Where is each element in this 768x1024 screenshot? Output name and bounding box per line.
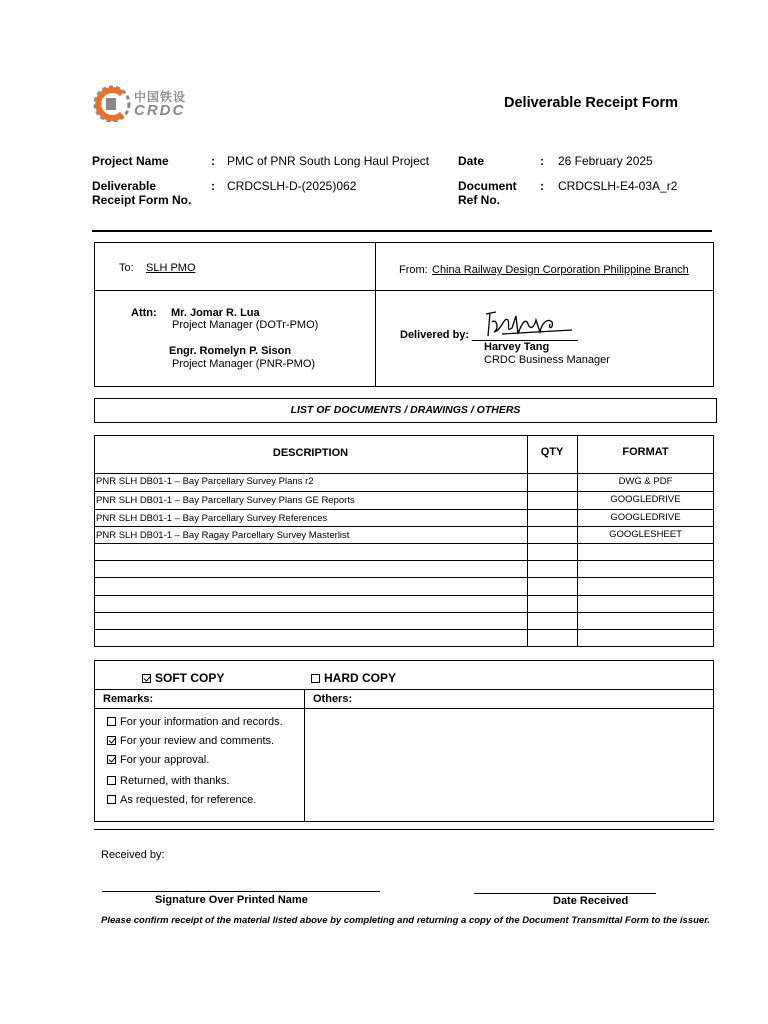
remark-checkbox[interactable] xyxy=(107,755,116,764)
date-label: Date xyxy=(458,154,485,168)
remarks-col-divider xyxy=(304,689,305,822)
table-col-divider xyxy=(527,435,528,647)
colon: : xyxy=(211,154,215,168)
remark-checkbox[interactable] xyxy=(107,736,116,745)
table-header-divider xyxy=(94,473,714,474)
from-label: From: xyxy=(399,264,428,276)
table-row-divider xyxy=(94,491,714,492)
delivered-by-name: Harvey Tang xyxy=(484,341,550,353)
delivered-by-title: CRDC Business Manager xyxy=(484,354,610,366)
handwritten-signature xyxy=(482,308,577,340)
table-row-divider xyxy=(94,543,714,544)
table-row-description: PNR SLH DB01-1 – Bay Parcellary Survey References xyxy=(96,513,328,524)
soft-copy-label: SOFT COPY xyxy=(155,671,225,685)
signature-line[interactable] xyxy=(102,891,380,892)
to-label: To: xyxy=(119,262,134,274)
attn2-name: Engr. Romelyn P. Sison xyxy=(169,345,292,357)
table-row-divider xyxy=(94,612,714,613)
section-divider xyxy=(94,829,714,830)
remark-label: As requested, for reference. xyxy=(120,794,257,806)
hard-copy-option[interactable] xyxy=(311,671,396,685)
attn1-title: Project Manager (DOTr-PMO) xyxy=(172,319,319,331)
table-row-divider xyxy=(94,629,714,630)
others-label: Others: xyxy=(313,693,353,705)
attn-label: Attn: xyxy=(131,307,157,319)
company-logo xyxy=(92,82,192,126)
table-row-format: GOOGLEDRIVE xyxy=(610,512,681,523)
remark-item[interactable] xyxy=(107,716,283,728)
table-header-description: DESCRIPTION xyxy=(272,447,349,459)
deliverable-value: CRDCSLH-D-(2025)062 xyxy=(227,179,357,193)
form-title: Deliverable Receipt Form xyxy=(504,95,679,111)
list-title: LIST OF DOCUMENTS / DRAWINGS / OTHERS xyxy=(290,404,521,416)
remark-label: Returned, with thanks. xyxy=(120,775,230,787)
footer-note: Please confirm receipt of the material listed above by completing and returning a copy of the Document Transmittal Form to the issuer. xyxy=(101,915,711,926)
remark-label: For your information and records. xyxy=(120,716,283,728)
table-row-format: GOOGLESHEET xyxy=(609,529,682,540)
date-value: 26 February 2025 xyxy=(558,154,653,168)
attn1-name: Mr. Jomar R. Lua xyxy=(171,307,260,319)
table-row-divider xyxy=(94,577,714,578)
colon: : xyxy=(540,154,544,168)
document-ref-label-line2: Ref No. xyxy=(458,193,500,207)
remark-checkbox[interactable] xyxy=(107,776,116,785)
hard-copy-checkbox[interactable] xyxy=(311,674,320,683)
remarks-divider xyxy=(94,708,714,709)
delivered-by-label: Delivered by: xyxy=(400,329,470,341)
table-row-description: PNR SLH DB01-1 – Bay Ragay Parcellary Survey Masterlist xyxy=(96,530,350,541)
table-header-format: FORMAT xyxy=(622,446,669,458)
signature-label: Signature Over Printed Name xyxy=(155,894,308,906)
remarks-divider xyxy=(94,689,714,690)
documents-table xyxy=(94,435,714,647)
document-ref-value: CRDCSLH-E4-03A_r2 xyxy=(558,179,678,193)
logo-latin-text: CRDC xyxy=(134,102,186,119)
received-by-label: Received by: xyxy=(101,849,165,861)
remark-label: For your review and comments. xyxy=(120,735,275,747)
header-divider xyxy=(92,230,712,232)
soft-copy-option[interactable] xyxy=(142,671,224,685)
to-value: SLH PMO xyxy=(146,262,196,274)
date-received-label: Date Received xyxy=(553,895,629,907)
table-col-divider xyxy=(577,435,578,647)
remark-item[interactable] xyxy=(107,794,256,806)
remark-checkbox[interactable] xyxy=(107,795,116,804)
address-divider-vertical xyxy=(375,242,376,387)
document-ref-label: Document xyxy=(458,179,517,193)
crdc-logo-icon xyxy=(92,82,132,126)
colon: : xyxy=(540,179,544,193)
remark-checkbox[interactable] xyxy=(107,717,116,726)
project-name-value: PMC of PNR South Long Haul Project xyxy=(227,154,430,168)
attn2-title: Project Manager (PNR-PMO) xyxy=(172,358,316,370)
table-row-divider xyxy=(94,560,714,561)
table-row-format: GOOGLEDRIVE xyxy=(610,494,681,505)
remarks-label: Remarks: xyxy=(103,693,154,705)
table-header-qty: QTY xyxy=(540,446,564,458)
table-row-description: PNR SLH DB01-1 – Bay Parcellary Survey Plans GE Reports xyxy=(96,495,355,506)
hard-copy-label: HARD COPY xyxy=(324,671,397,685)
address-divider-horizontal xyxy=(94,290,714,291)
project-name-label: Project Name xyxy=(92,154,169,168)
logo-chinese-text: 中国铁设 xyxy=(134,90,187,104)
deliverable-label-line2: Receipt Form No. xyxy=(92,193,192,207)
table-row-description: PNR SLH DB01-1 – Bay Parcellary Survey Plans r2 xyxy=(96,476,314,487)
date-received-line[interactable] xyxy=(474,893,656,894)
table-row-divider xyxy=(94,526,714,527)
remark-item[interactable] xyxy=(107,754,209,766)
table-row-divider xyxy=(94,595,714,596)
soft-copy-checkbox[interactable] xyxy=(142,674,151,683)
deliverable-label: Deliverable xyxy=(92,179,157,193)
table-row-divider xyxy=(94,509,714,510)
remark-label: For your approval. xyxy=(120,754,210,766)
remark-item[interactable] xyxy=(107,775,229,787)
from-value: China Railway Design Corporation Philippine Branch xyxy=(432,264,689,276)
table-row-format: DWG & PDF xyxy=(618,476,673,487)
remark-item[interactable] xyxy=(107,735,274,747)
colon: : xyxy=(211,179,215,193)
